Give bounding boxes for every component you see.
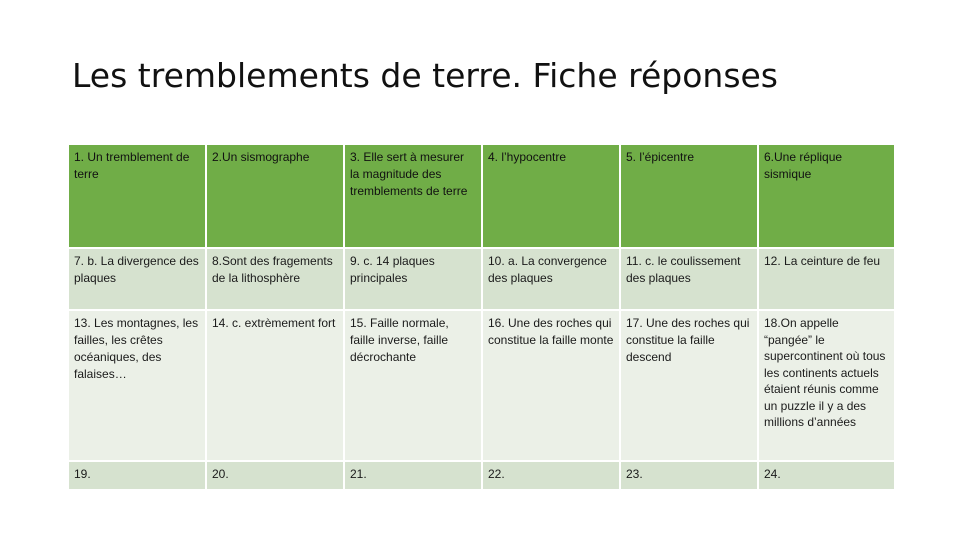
answer-cell-13: 13. Les montagnes, les failles, les crêtes océaniques, des falaises… (68, 310, 206, 461)
answer-cell-6: 6.Une réplique sismique (758, 144, 895, 248)
table-row (68, 461, 895, 490)
answer-cell-14: 14. c. extrèmement fort (206, 310, 344, 461)
table-row (68, 310, 895, 461)
answer-cell-9: 9. c. 14 plaques principales (344, 248, 482, 310)
answer-cell-7: 7. b. La divergence des plaques (68, 248, 206, 310)
answer-cell-1: 1. Un tremblement de terre (68, 144, 206, 248)
answer-cell-5: 5. l’épicentre (620, 144, 758, 248)
answer-cell-17: 17. Une des roches qui constitue la faille descend (620, 310, 758, 461)
answer-cell-19: 19. (68, 461, 206, 490)
answer-cell-11: 11. c. le coulissement des plaques (620, 248, 758, 310)
answer-cell-8: 8.Sont des fragements de la lithosphère (206, 248, 344, 310)
table-row (68, 248, 895, 310)
answer-cell-23: 23. (620, 461, 758, 490)
answer-cell-18: 18.On appelle “pangée” le supercontinent où tous les continents actuels étaient réunis comme un puzzle il y a des millions d’années (758, 310, 895, 461)
answer-cell-16: 16. Une des roches qui constitue la faille monte (482, 310, 620, 461)
answer-cell-20: 20. (206, 461, 344, 490)
table-row (68, 144, 895, 248)
answer-cell-24: 24. (758, 461, 895, 490)
answer-cell-2: 2.Un sismographe (206, 144, 344, 248)
answer-cell-15: 15. Faille normale, faille inverse, faille décrochante (344, 310, 482, 461)
answer-cell-4: 4. l’hypocentre (482, 144, 620, 248)
answer-cell-22: 22. (482, 461, 620, 490)
answers-table (67, 143, 896, 491)
answer-cell-21: 21. (344, 461, 482, 490)
answer-cell-10: 10. a. La convergence des plaques (482, 248, 620, 310)
answer-cell-3: 3. Elle sert à mesurer la magnitude des tremblements de terre (344, 144, 482, 248)
answer-cell-12: 12. La ceinture de feu (758, 248, 895, 310)
page-title: Les tremblements de terre. Fiche réponses (72, 56, 779, 95)
